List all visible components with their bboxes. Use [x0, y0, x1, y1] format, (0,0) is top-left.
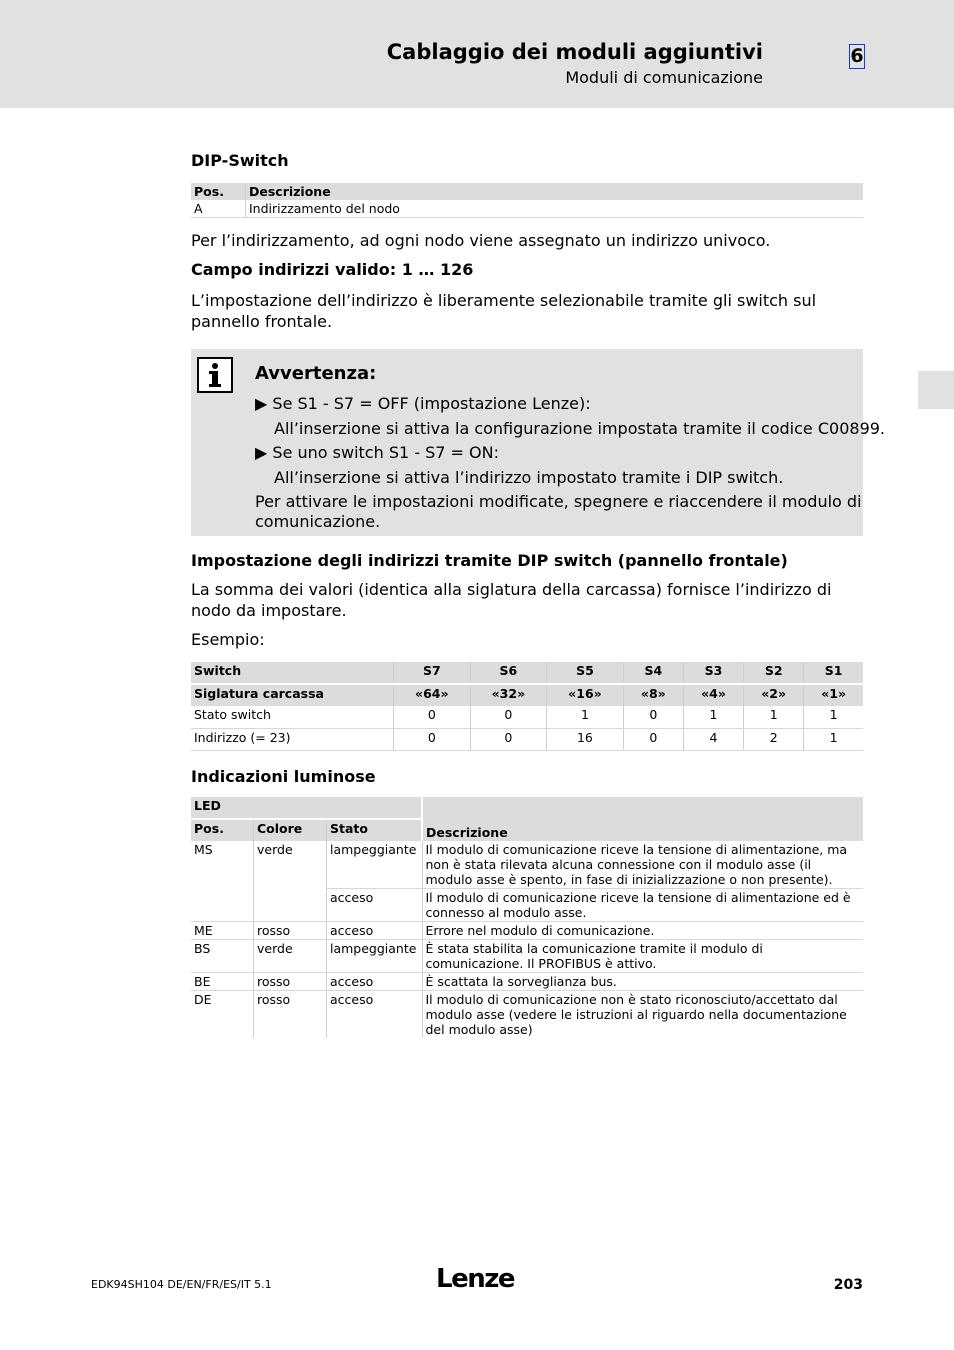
note-box [191, 349, 886, 536]
table-row [191, 940, 863, 973]
chapter-title: Cablaggio dei moduli aggiuntivi [386, 40, 763, 64]
cell-s1: S1 [804, 662, 863, 684]
bullet-arrow-icon: ▶ [255, 443, 268, 462]
cell-state: acceso [327, 991, 423, 1039]
table-row-state [191, 706, 863, 728]
cell-marking-label: Siglatura carcassa [194, 686, 324, 701]
valid-address-range: Campo indirizzi valido: 1 … 126 [191, 260, 474, 279]
table-row [191, 841, 863, 889]
cell-state: acceso [327, 889, 423, 922]
chapter-subtitle: Moduli di comunicazione [565, 68, 763, 87]
chapter-side-tab [918, 371, 954, 409]
dip-example-table [191, 662, 863, 751]
cell-state-value: 1 [683, 706, 743, 728]
note-closing-line-1: Per attivare le impostazioni modificate, spegnere e riaccendere il modulo di [255, 492, 862, 511]
cell-marking-value: «4» [683, 684, 743, 706]
dip-switch-heading: DIP-Switch [191, 151, 289, 170]
document-code: EDK94SH104 DE/EN/FR/ES/IT 5.1 [91, 1278, 272, 1291]
table-row [191, 200, 863, 218]
table-row [191, 922, 863, 940]
cell-color: rosso [254, 922, 327, 940]
cell-description: Il modulo di comunicazione riceve la tensione di alimentazione ed è connesso al modulo asse. [422, 889, 863, 922]
cell-description: Il modulo di comunicazione riceve la tensione di alimentazione, ma non è stata rilevata alcuna connessione con il modulo asse (il modulo asse è spento, in fase di inizializzazione o non presente). [422, 841, 863, 889]
table-header-row [191, 797, 863, 819]
table-header-row [191, 183, 863, 200]
note-bullet-2-detail: All’inserzione si attiva l’indirizzo impostato tramite i DIP switch. [274, 468, 784, 487]
table-row [191, 973, 863, 991]
chapter-number: 6 [850, 45, 864, 67]
addressing-paragraph: Per l’indirizzamento, ad ogni nodo viene assegnato un indirizzo univoco. [191, 231, 771, 250]
table-row-marking [191, 684, 863, 706]
cell-state-value: 0 [470, 706, 547, 728]
example-label: Esempio: [191, 630, 265, 649]
cell-color: verde [254, 940, 327, 973]
cell-description: Indirizzamento del nodo [246, 200, 864, 218]
cell-address-label: Indirizzo (= 23) [191, 728, 394, 750]
cell-pos: BS [191, 940, 254, 973]
info-icon [197, 357, 233, 393]
page-header [0, 0, 954, 108]
column-group-led: LED [194, 798, 221, 813]
cell-pos: DE [194, 992, 212, 1007]
led-table [191, 797, 863, 1038]
address-setting-heading: Impostazione degli indirizzi tramite DIP switch (pannello frontale) [191, 551, 788, 570]
cell-state: acceso [327, 973, 423, 991]
cell-switch-label: Switch [194, 663, 242, 678]
table-row-address [191, 728, 863, 750]
address-sum-paragraph: La somma dei valori (identica alla siglatura della carcassa) fornisce l’indirizzo di nodo da impostare. [191, 580, 832, 620]
cell-state-value: 1 [547, 706, 624, 728]
cell-marking-value: «16» [547, 684, 624, 706]
cell-marking-value: «32» [470, 684, 547, 706]
cell-state-value: 0 [623, 706, 683, 728]
cell-description: È scattata la sorveglianza bus. [422, 973, 863, 991]
cell-marking-value: «1» [804, 684, 863, 706]
cell-pos: MS [191, 841, 254, 922]
lenze-logo: Lenze [436, 1264, 514, 1294]
cell-address-value: 0 [470, 728, 547, 750]
cell-color: rosso [254, 991, 327, 1039]
cell-address-value: 2 [744, 728, 804, 750]
cell-address-value: 16 [547, 728, 624, 750]
cell-state: acceso [327, 922, 423, 940]
cell-color: verde [254, 841, 327, 922]
column-header-pos: Pos. [194, 821, 224, 836]
cell-s4: S4 [623, 662, 683, 684]
cell-state-value: 1 [744, 706, 804, 728]
cell-state: lampeggiante [327, 841, 423, 889]
note-bullet-1-detail: All’inserzione si attiva la configurazione impostata tramite il codice C00899. [274, 419, 886, 438]
cell-pos: BE [191, 973, 254, 991]
cell-s2: S2 [744, 662, 804, 684]
cell-state-value: 1 [804, 706, 863, 728]
note-bullet-2 [255, 443, 499, 462]
cell-marking-value: «64» [394, 684, 471, 706]
led-heading: Indicazioni luminose [191, 767, 376, 786]
cell-address-value: 0 [623, 728, 683, 750]
column-header-color: Colore [254, 819, 327, 841]
column-header-description: Descrizione [246, 183, 864, 200]
bullet-arrow-icon: ▶ [255, 394, 268, 413]
note-bullet-2-text: Se uno switch S1 - S7 = ON: [272, 443, 499, 462]
page-number: 203 [833, 1277, 863, 1293]
cell-pos: A [191, 200, 246, 218]
table-header-row [191, 662, 863, 684]
cell-address-value: 1 [804, 728, 863, 750]
table-row [191, 991, 863, 1039]
cell-state-label: Stato switch [191, 706, 394, 728]
cell-description: Il modulo di comunicazione non è stato riconosciuto/accettato dal modulo asse (vedere le istruzioni al riguardo nella documentazione del modulo asse) [422, 991, 863, 1039]
column-header-description: Descrizione [422, 797, 863, 841]
cell-s6: S6 [470, 662, 547, 684]
note-closing-line-2: comunicazione. [255, 512, 381, 531]
cell-marking-value: «2» [744, 684, 804, 706]
address-selection-paragraph: L’impostazione dell’indirizzo è liberamente selezionabile tramite gli switch sul pannello frontale. [191, 291, 817, 331]
cell-state-value: 0 [394, 706, 471, 728]
cell-s7: S7 [394, 662, 471, 684]
cell-description: Errore nel modulo di comunicazione. [422, 922, 863, 940]
cell-address-value: 4 [683, 728, 743, 750]
cell-color: rosso [254, 973, 327, 991]
dip-switch-table [191, 183, 863, 218]
cell-s5: S5 [547, 662, 624, 684]
cell-pos: ME [191, 922, 254, 940]
column-header-state: Stato [327, 819, 423, 841]
cell-description: È stata stabilita la comunicazione tramite il modulo di comunicazione. Il PROFIBUS è attivo. [422, 940, 863, 973]
column-header-pos: Pos. [194, 184, 224, 199]
cell-address-value: 0 [394, 728, 471, 750]
note-title: Avvertenza: [255, 363, 377, 384]
cell-s3: S3 [683, 662, 743, 684]
note-bullet-1 [255, 394, 591, 413]
cell-marking-value: «8» [623, 684, 683, 706]
note-bullet-1-text: Se S1 - S7 = OFF (impostazione Lenze): [272, 394, 591, 413]
cell-state: lampeggiante [327, 940, 423, 973]
